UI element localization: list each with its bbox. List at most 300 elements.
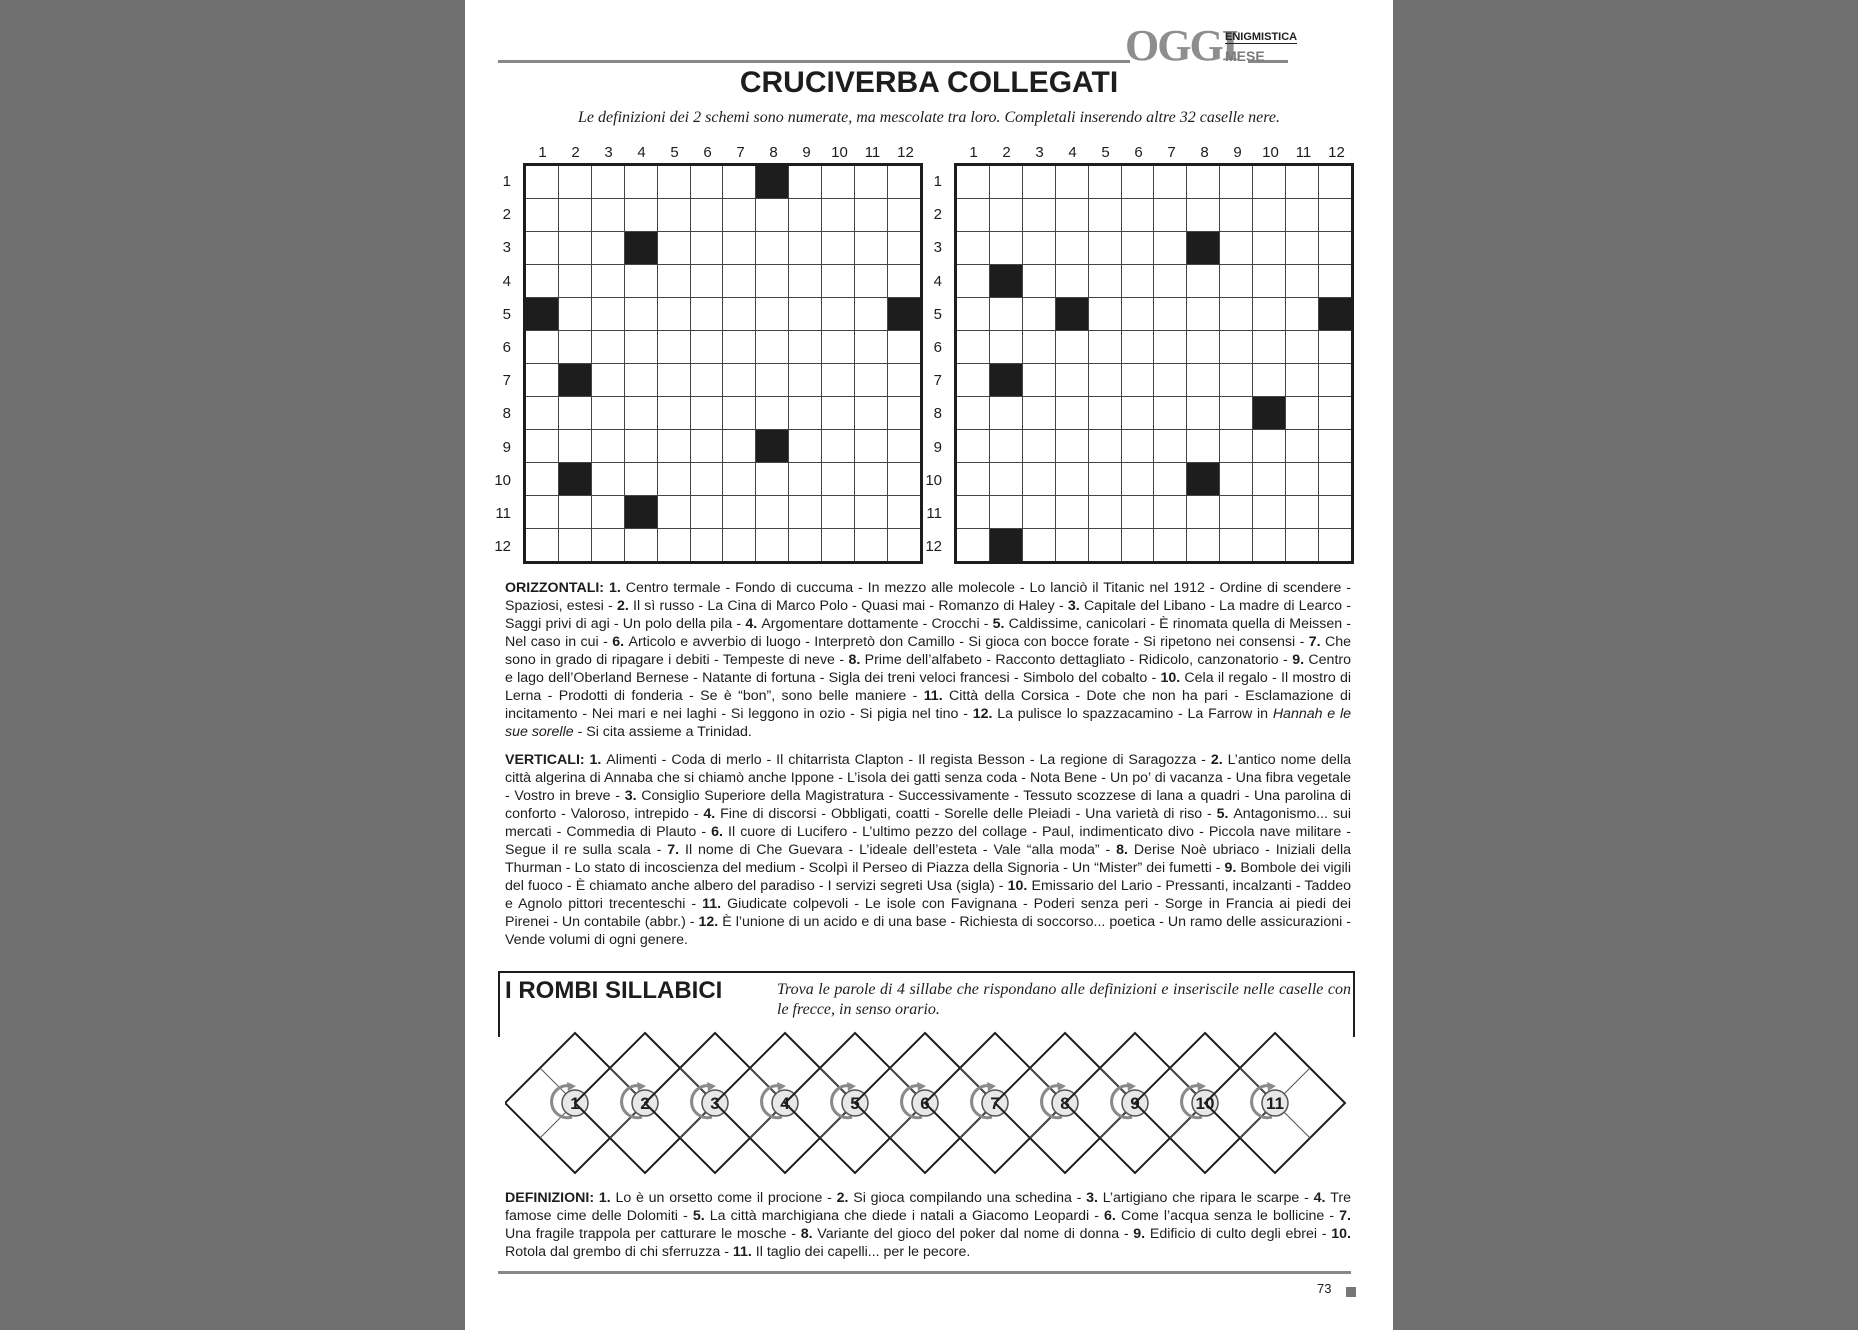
grid-cell[interactable] xyxy=(690,165,723,199)
grid-cell[interactable] xyxy=(1022,199,1055,232)
grid-cell[interactable] xyxy=(558,298,591,331)
grid-cell[interactable] xyxy=(887,232,921,265)
grid-cell[interactable] xyxy=(690,529,723,563)
grid-cell[interactable] xyxy=(756,397,789,430)
grid-cell[interactable] xyxy=(956,232,990,265)
grid-cell[interactable] xyxy=(690,331,723,364)
grid-cell[interactable] xyxy=(789,199,822,232)
grid-cell[interactable] xyxy=(1088,298,1121,331)
grid-cell[interactable] xyxy=(723,165,756,199)
grid-cell[interactable] xyxy=(1055,463,1088,496)
grid-cell[interactable] xyxy=(1253,265,1286,298)
grid-cell[interactable] xyxy=(822,496,855,529)
crossword-grid-1[interactable] xyxy=(523,163,923,566)
grid-cell[interactable] xyxy=(624,331,657,364)
grid-cell[interactable] xyxy=(756,265,789,298)
grid-cell[interactable] xyxy=(657,265,690,298)
column-number: 5 xyxy=(670,144,679,161)
grid-cell[interactable] xyxy=(1253,496,1286,529)
grid-cell[interactable] xyxy=(723,529,756,563)
rombo-number: 8 xyxy=(1060,1094,1070,1113)
grid-cell[interactable] xyxy=(657,298,690,331)
grid-cell[interactable] xyxy=(1121,397,1154,430)
grid-cell[interactable] xyxy=(1154,364,1187,397)
grid-cell[interactable] xyxy=(558,199,591,232)
grid-cell[interactable] xyxy=(690,364,723,397)
grid-cell[interactable] xyxy=(855,298,888,331)
crossword-grid-2[interactable] xyxy=(954,163,1354,566)
grid-cell[interactable] xyxy=(1318,463,1352,496)
grid-cell[interactable] xyxy=(1318,232,1352,265)
grid-cell[interactable] xyxy=(1088,496,1121,529)
grid-cell[interactable] xyxy=(822,331,855,364)
row-number: 3 xyxy=(502,239,511,257)
grid-cell[interactable] xyxy=(1187,165,1220,199)
grid-cell[interactable] xyxy=(1286,430,1319,463)
grid-cell[interactable] xyxy=(1022,496,1055,529)
grid-cell[interactable] xyxy=(723,199,756,232)
grid-cell[interactable] xyxy=(723,232,756,265)
grid-cell[interactable] xyxy=(1220,529,1253,563)
grid-cell[interactable] xyxy=(624,529,657,563)
grid-cell[interactable] xyxy=(1121,364,1154,397)
grid-cell[interactable] xyxy=(525,199,559,232)
grid-cell[interactable] xyxy=(1022,232,1055,265)
grid-cell[interactable] xyxy=(822,397,855,430)
grid-cell[interactable] xyxy=(1253,298,1286,331)
grid-cell[interactable] xyxy=(1318,199,1352,232)
grid-cell[interactable] xyxy=(591,463,624,496)
grid-cell[interactable] xyxy=(756,364,789,397)
grid-cell[interactable] xyxy=(1154,265,1187,298)
grid-cell[interactable] xyxy=(887,165,921,199)
grid-cell[interactable] xyxy=(591,496,624,529)
grid-cell[interactable] xyxy=(657,331,690,364)
grid-cell[interactable] xyxy=(956,529,990,563)
grid-cell[interactable] xyxy=(1253,463,1286,496)
grid-cell[interactable] xyxy=(657,529,690,563)
grid-cell[interactable] xyxy=(756,199,789,232)
grid-cell[interactable] xyxy=(1220,199,1253,232)
grid-cell[interactable] xyxy=(1318,496,1352,529)
grid-cell[interactable] xyxy=(1187,529,1220,563)
grid-cell[interactable] xyxy=(1187,430,1220,463)
grid-cell[interactable] xyxy=(1088,430,1121,463)
grid-cell[interactable] xyxy=(989,463,1022,496)
clue-number: 10. xyxy=(1160,670,1185,686)
grid-cell[interactable] xyxy=(956,463,990,496)
grid-cell[interactable] xyxy=(789,430,822,463)
grid-cell[interactable] xyxy=(1154,298,1187,331)
grid-cell[interactable] xyxy=(1121,496,1154,529)
grid-cell[interactable] xyxy=(690,430,723,463)
grid-cell[interactable] xyxy=(1318,529,1352,563)
grid-cell[interactable] xyxy=(1121,265,1154,298)
grid-cell[interactable] xyxy=(690,496,723,529)
grid-cell[interactable] xyxy=(657,430,690,463)
column-number: 12 xyxy=(897,144,914,161)
grid-cell[interactable] xyxy=(657,397,690,430)
grid-cell[interactable] xyxy=(1220,463,1253,496)
grid-cell[interactable] xyxy=(887,199,921,232)
grid-cell[interactable] xyxy=(657,463,690,496)
grid-cell[interactable] xyxy=(1154,496,1187,529)
clue-text: Consiglio Superiore della Magistratura - Successivamente - Tessuto scozzese di lana a quadri - Una parolina di conforto - Valoroso, intrepido - xyxy=(505,788,1351,822)
grid-cell[interactable] xyxy=(989,232,1022,265)
grid-cell[interactable] xyxy=(887,496,921,529)
grid-cell[interactable] xyxy=(789,298,822,331)
grid-cell[interactable] xyxy=(855,265,888,298)
grid-cell[interactable] xyxy=(1286,199,1319,232)
grid-cell[interactable] xyxy=(887,265,921,298)
grid-cell[interactable] xyxy=(789,165,822,199)
grid-cell[interactable] xyxy=(855,496,888,529)
grid-2-column-numbers xyxy=(954,144,1354,162)
grid-cell[interactable] xyxy=(822,463,855,496)
grid-cell[interactable] xyxy=(1253,232,1286,265)
grid-cell[interactable] xyxy=(591,232,624,265)
grid-cell[interactable] xyxy=(690,265,723,298)
grid-cell[interactable] xyxy=(1055,397,1088,430)
grid-cell[interactable] xyxy=(1121,331,1154,364)
grid-cell[interactable] xyxy=(1121,165,1154,199)
grid-cell[interactable] xyxy=(558,232,591,265)
grid-cell[interactable] xyxy=(1088,331,1121,364)
grid-cell[interactable] xyxy=(1253,430,1286,463)
grid-cell[interactable] xyxy=(989,430,1022,463)
grid-cell[interactable] xyxy=(822,529,855,563)
grid-cell[interactable] xyxy=(1286,298,1319,331)
grid-cell[interactable] xyxy=(1286,529,1319,563)
grid-cell[interactable] xyxy=(822,364,855,397)
grid-cell[interactable] xyxy=(956,430,990,463)
grid-cell[interactable] xyxy=(525,496,559,529)
grid-cell[interactable] xyxy=(956,199,990,232)
grid-cell[interactable] xyxy=(1088,397,1121,430)
grid-cell[interactable] xyxy=(690,232,723,265)
grid-cell[interactable] xyxy=(624,463,657,496)
grid-cell[interactable] xyxy=(956,265,990,298)
column-number: 3 xyxy=(604,144,613,161)
grid-cell[interactable] xyxy=(558,496,591,529)
clue-text: Articolo e avverbio di luogo - Interpretò don Camillo - Si gioca con bocce forate - Si ripetono nei consensi - xyxy=(628,634,1309,650)
grid-cell[interactable] xyxy=(1022,364,1055,397)
grid-cell[interactable] xyxy=(1055,529,1088,563)
grid-cell[interactable] xyxy=(822,199,855,232)
grid-cell[interactable] xyxy=(1220,331,1253,364)
grid-cell[interactable] xyxy=(525,165,559,199)
grid-cell[interactable] xyxy=(956,331,990,364)
grid-cell[interactable] xyxy=(1187,199,1220,232)
grid-cell[interactable] xyxy=(1318,265,1352,298)
grid-cell[interactable] xyxy=(1121,430,1154,463)
row-number: 1 xyxy=(933,173,942,190)
grid-cell[interactable] xyxy=(723,397,756,430)
grid-cell[interactable] xyxy=(1154,463,1187,496)
grid-cell[interactable] xyxy=(591,397,624,430)
grid-cell[interactable] xyxy=(525,232,559,265)
grid-cell[interactable] xyxy=(624,397,657,430)
grid-cell[interactable] xyxy=(591,298,624,331)
grid-cell[interactable] xyxy=(887,331,921,364)
grid-cell[interactable] xyxy=(1121,199,1154,232)
grid-cell[interactable] xyxy=(591,199,624,232)
grid-cell[interactable] xyxy=(989,397,1022,430)
grid-cell[interactable] xyxy=(855,232,888,265)
clue-text: Capitale del Libano - La madre di Learco - Saggi privi di agi - Un polo della pila - xyxy=(505,598,1351,632)
grid-cell[interactable] xyxy=(1154,430,1187,463)
grid-cell[interactable] xyxy=(558,430,591,463)
grid-cell[interactable] xyxy=(723,496,756,529)
black-cell xyxy=(525,298,559,331)
grid-cell[interactable] xyxy=(1220,397,1253,430)
grid-cell[interactable] xyxy=(723,463,756,496)
column-number: 12 xyxy=(1328,144,1345,161)
clue-text: Giudicate colpevoli - Le isole con Favignana - Poderi senza peri - Sorge in Francia ai piedi dei Pirenei - Un contabile (abbr.) - xyxy=(505,896,1352,930)
grid-cell[interactable] xyxy=(789,364,822,397)
grid-cell[interactable] xyxy=(1154,165,1187,199)
grid-cell[interactable] xyxy=(1022,463,1055,496)
grid-cell[interactable] xyxy=(1253,165,1286,199)
grid-cell[interactable] xyxy=(1220,165,1253,199)
grid-cell[interactable] xyxy=(525,529,559,563)
grid-cell[interactable] xyxy=(624,430,657,463)
grid-cell[interactable] xyxy=(855,529,888,563)
grid-cell[interactable] xyxy=(591,265,624,298)
grid-cell[interactable] xyxy=(1055,331,1088,364)
grid-cell[interactable] xyxy=(956,397,990,430)
grid-cell[interactable] xyxy=(1055,165,1088,199)
rombi-diagram[interactable] xyxy=(505,1028,1351,1178)
grid-cell[interactable] xyxy=(1286,364,1319,397)
grid-cell[interactable] xyxy=(657,165,690,199)
grid-cell[interactable] xyxy=(525,265,559,298)
grid-cell[interactable] xyxy=(1286,265,1319,298)
grid-cell[interactable] xyxy=(1154,232,1187,265)
grid-cell[interactable] xyxy=(1253,199,1286,232)
grid-cell[interactable] xyxy=(525,364,559,397)
grid-cell[interactable] xyxy=(756,463,789,496)
grid-cell[interactable] xyxy=(887,529,921,563)
grid-cell[interactable] xyxy=(1055,496,1088,529)
grid-cell[interactable] xyxy=(690,463,723,496)
grid-cell[interactable] xyxy=(723,364,756,397)
grid-cell[interactable] xyxy=(657,232,690,265)
grid-cell[interactable] xyxy=(723,265,756,298)
grid-cell[interactable] xyxy=(657,364,690,397)
grid-cell[interactable] xyxy=(1253,331,1286,364)
grid-cell[interactable] xyxy=(1055,430,1088,463)
grid-cell[interactable] xyxy=(1088,199,1121,232)
grid-cell[interactable] xyxy=(525,463,559,496)
grid-cell[interactable] xyxy=(1055,199,1088,232)
grid-cell[interactable] xyxy=(591,430,624,463)
grid-cell[interactable] xyxy=(1088,265,1121,298)
grid-cell[interactable] xyxy=(591,364,624,397)
grid-cell[interactable] xyxy=(723,430,756,463)
grid-cell[interactable] xyxy=(1088,463,1121,496)
grid-cell[interactable] xyxy=(624,199,657,232)
grid-cell[interactable] xyxy=(657,199,690,232)
grid-cell[interactable] xyxy=(1318,165,1352,199)
grid-cell[interactable] xyxy=(822,265,855,298)
grid-cell[interactable] xyxy=(756,529,789,563)
grid-cell[interactable] xyxy=(1286,232,1319,265)
grid-cell[interactable] xyxy=(1055,265,1088,298)
grid-cell[interactable] xyxy=(989,298,1022,331)
grid-cell[interactable] xyxy=(1055,232,1088,265)
grid-cell[interactable] xyxy=(756,298,789,331)
clue-number: 4. xyxy=(745,616,762,632)
clue-number: 12. xyxy=(972,706,998,722)
grid-cell[interactable] xyxy=(1286,331,1319,364)
grid-cell[interactable] xyxy=(789,463,822,496)
grid-cell[interactable] xyxy=(956,165,990,199)
grid-cell[interactable] xyxy=(1121,529,1154,563)
grid-cell[interactable] xyxy=(1187,364,1220,397)
grid-cell[interactable] xyxy=(690,298,723,331)
grid-cell[interactable] xyxy=(822,232,855,265)
grid-cell[interactable] xyxy=(591,331,624,364)
grid-cell[interactable] xyxy=(558,397,591,430)
grid-cell[interactable] xyxy=(591,165,624,199)
grid-cell[interactable] xyxy=(558,265,591,298)
grid-cell[interactable] xyxy=(789,397,822,430)
grid-cell[interactable] xyxy=(989,165,1022,199)
grid-1-column-numbers xyxy=(523,144,923,162)
column-number: 2 xyxy=(1002,144,1011,161)
grid-cell[interactable] xyxy=(1286,496,1319,529)
grid-cell[interactable] xyxy=(789,265,822,298)
grid-cell[interactable] xyxy=(822,430,855,463)
grid-cell[interactable] xyxy=(525,397,559,430)
grid-cell[interactable] xyxy=(887,364,921,397)
grid-cell[interactable] xyxy=(624,265,657,298)
grid-cell[interactable] xyxy=(989,199,1022,232)
grid-cell[interactable] xyxy=(789,529,822,563)
grid-cell[interactable] xyxy=(1022,529,1055,563)
grid-cell[interactable] xyxy=(1088,529,1121,563)
grid-cell[interactable] xyxy=(1154,199,1187,232)
row-number: 3 xyxy=(933,239,942,257)
grid-cell[interactable] xyxy=(855,364,888,397)
grid-cell[interactable] xyxy=(1088,232,1121,265)
grid-cell[interactable] xyxy=(723,331,756,364)
grid-cell[interactable] xyxy=(1121,463,1154,496)
grid-cell[interactable] xyxy=(1187,397,1220,430)
grid-cell[interactable] xyxy=(1187,496,1220,529)
grid-cell[interactable] xyxy=(887,430,921,463)
grid-cell[interactable] xyxy=(1286,165,1319,199)
grid-cell[interactable] xyxy=(1022,165,1055,199)
grid-cell[interactable] xyxy=(1022,430,1055,463)
grid-cell[interactable] xyxy=(855,165,888,199)
grid-cell[interactable] xyxy=(624,165,657,199)
grid-cell[interactable] xyxy=(855,430,888,463)
grid-cell[interactable] xyxy=(1253,529,1286,563)
grid-cell[interactable] xyxy=(723,298,756,331)
grid-cell[interactable] xyxy=(1022,298,1055,331)
grid-cell[interactable] xyxy=(956,364,990,397)
grid-cell[interactable] xyxy=(855,331,888,364)
grid-cell[interactable] xyxy=(756,331,789,364)
grid-cell[interactable] xyxy=(1088,165,1121,199)
grid-cell[interactable] xyxy=(822,165,855,199)
grid-cell[interactable] xyxy=(855,397,888,430)
grid-cell[interactable] xyxy=(822,298,855,331)
clue-number: 4. xyxy=(703,806,721,822)
grid-cell[interactable] xyxy=(1220,298,1253,331)
grid-cell[interactable] xyxy=(657,496,690,529)
grid-cell[interactable] xyxy=(1187,298,1220,331)
grid-cell[interactable] xyxy=(989,331,1022,364)
grid-cell[interactable] xyxy=(591,529,624,563)
grid-cell[interactable] xyxy=(1022,397,1055,430)
grid-cell[interactable] xyxy=(756,232,789,265)
grid-cell[interactable] xyxy=(1220,496,1253,529)
clue-text: Il sì russo - La Cina di Marco Polo - Quasi mai - Romanzo di Haley - xyxy=(633,598,1068,614)
grid-cell[interactable] xyxy=(525,430,559,463)
grid-cell[interactable] xyxy=(1022,331,1055,364)
grid-cell[interactable] xyxy=(989,496,1022,529)
grid-cell[interactable] xyxy=(1286,463,1319,496)
grid-cell[interactable] xyxy=(558,165,591,199)
grid-cell[interactable] xyxy=(1318,430,1352,463)
black-cell xyxy=(989,364,1022,397)
grid-cell[interactable] xyxy=(558,529,591,563)
grid-cell[interactable] xyxy=(956,496,990,529)
grid-cell[interactable] xyxy=(1318,397,1352,430)
grid-cell[interactable] xyxy=(1220,265,1253,298)
grid-cell[interactable] xyxy=(1220,364,1253,397)
grid-cell[interactable] xyxy=(624,298,657,331)
grid-cell[interactable] xyxy=(525,331,559,364)
grid-cell[interactable] xyxy=(1220,430,1253,463)
grid-cell[interactable] xyxy=(1187,265,1220,298)
grid-cell[interactable] xyxy=(1154,529,1187,563)
grid-cell[interactable] xyxy=(558,331,591,364)
grid-cell[interactable] xyxy=(1286,397,1319,430)
grid-cell[interactable] xyxy=(1121,298,1154,331)
grid-cell[interactable] xyxy=(756,496,789,529)
grid-cell[interactable] xyxy=(956,298,990,331)
grid-cell[interactable] xyxy=(1088,364,1121,397)
grid-cell[interactable] xyxy=(1022,265,1055,298)
grid-cell[interactable] xyxy=(789,232,822,265)
column-number: 10 xyxy=(831,144,848,161)
grid-cell[interactable] xyxy=(1154,397,1187,430)
row-number: 7 xyxy=(502,372,511,390)
grid-cell[interactable] xyxy=(789,331,822,364)
grid-cell[interactable] xyxy=(1055,364,1088,397)
grid-cell[interactable] xyxy=(1253,364,1286,397)
grid-cell[interactable] xyxy=(1318,364,1352,397)
grid-cell[interactable] xyxy=(1220,232,1253,265)
grid-cell[interactable] xyxy=(1154,331,1187,364)
grid-cell[interactable] xyxy=(789,496,822,529)
grid-cell[interactable] xyxy=(855,463,888,496)
grid-cell[interactable] xyxy=(690,199,723,232)
grid-cell[interactable] xyxy=(624,364,657,397)
grid-cell[interactable] xyxy=(887,397,921,430)
grid-cell[interactable] xyxy=(1121,232,1154,265)
grid-cell[interactable] xyxy=(887,463,921,496)
grid-cell[interactable] xyxy=(1318,331,1352,364)
grid-cell[interactable] xyxy=(855,199,888,232)
grid-cell[interactable] xyxy=(690,397,723,430)
column-number: 11 xyxy=(864,144,881,161)
grid-cell[interactable] xyxy=(1187,331,1220,364)
